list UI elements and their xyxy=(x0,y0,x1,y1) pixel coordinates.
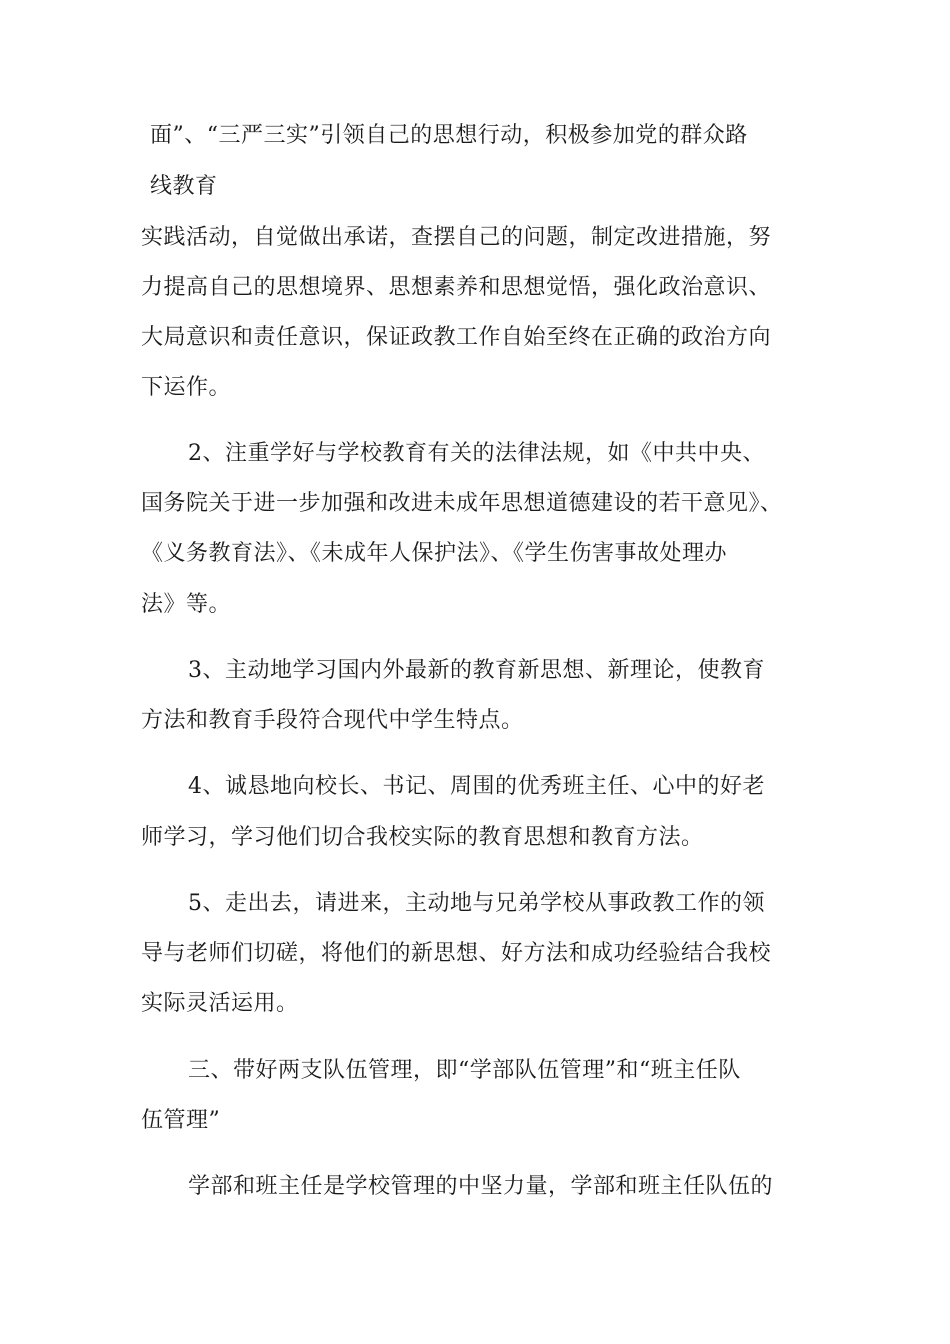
text-line: 下运作。 xyxy=(141,375,232,400)
text-line: 实践活动，自觉做出承诺，查摆自己的问题，制定改进措施，努 xyxy=(141,225,772,250)
text-line: 实际灵活运用。 xyxy=(141,991,299,1016)
text-line: 4、诚恳地向校长、书记、周围的优秀班主任、心中的好老 xyxy=(188,774,765,799)
text-line: 法》等。 xyxy=(141,592,232,617)
text-line: 3、主动地学习国内外最新的教育新思想、新理论，使教育 xyxy=(188,658,765,683)
text-line: 师学习，学习他们切合我校实际的教育思想和教育方法。 xyxy=(141,825,704,850)
text-line: 面”、“三严三实”引领自己的思想行动，积极参加党的群众路 xyxy=(150,123,748,148)
text-line: 线教育 xyxy=(150,174,218,199)
text-line: 《义务教育法》、《未成年人保护法》、《学生伤害事故处理办 xyxy=(141,541,728,566)
text-line: 伍管理” xyxy=(141,1108,221,1133)
text-line: 方法和教育手段符合现代中学生特点。 xyxy=(141,708,524,733)
text-line: 力提高自己的思想境界、思想素养和思想觉悟，强化政治意识、 xyxy=(141,275,772,300)
text-line: 大局意识和责任意识，保证政教工作自始至终在正确的政治方向 xyxy=(141,325,772,350)
text-line: 2、注重学好与学校教育有关的法律法规，如《中共中央、 xyxy=(188,441,765,466)
text-line: 国务院关于进一步加强和改进未成年思想道德建设的若干意见》、 xyxy=(141,491,783,516)
text-line: 导与老师们切磋，将他们的新思想、好方法和成功经验结合我校 xyxy=(141,941,772,966)
text-line: 5、走出去，请进来，主动地与兄弟学校从事政教工作的领 xyxy=(188,891,765,916)
text-line: 学部和班主任是学校管理的中坚力量，学部和班主任队伍的 xyxy=(188,1174,774,1199)
text-line: 三、带好两支队伍管理，即“学部队伍管理”和“班主任队 xyxy=(188,1058,741,1083)
